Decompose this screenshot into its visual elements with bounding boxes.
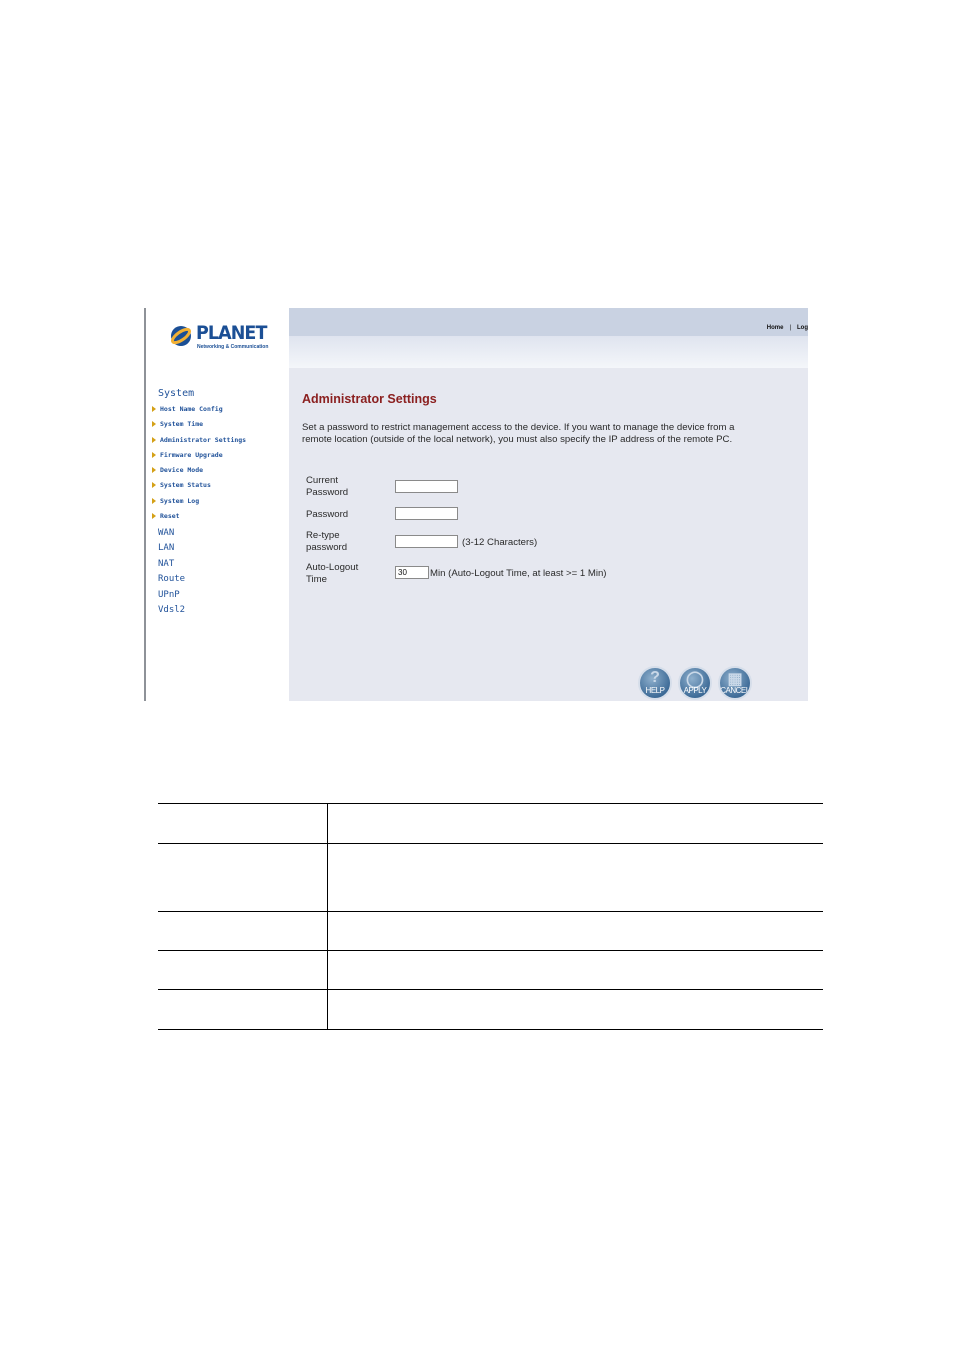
table-cell xyxy=(158,951,328,990)
logo-brand: PLANET xyxy=(196,322,267,344)
table-cell xyxy=(328,951,824,990)
sidebar-section-system[interactable]: System xyxy=(158,388,195,399)
sidebar-item-vdsl2[interactable]: Vdsl2 xyxy=(158,604,186,615)
table-cell xyxy=(158,990,328,1030)
field-description-table xyxy=(158,803,823,1030)
password-length-hint: (3-12 Characters) xyxy=(462,537,538,548)
sidebar xyxy=(146,308,289,701)
sidebar-item-wan[interactable]: WAN xyxy=(158,528,175,538)
sidebar-item-system-log[interactable]: System Log xyxy=(152,494,246,509)
table-cell xyxy=(158,912,328,951)
auto-logout-hint: Min (Auto-Logout Time, at least >= 1 Min) xyxy=(430,568,607,579)
planet-logo xyxy=(170,322,270,354)
trash-bin-icon: ▦ xyxy=(727,671,743,688)
sidebar-main-menu xyxy=(158,526,185,618)
arrow-right-icon xyxy=(152,482,156,488)
header-band xyxy=(289,336,808,368)
table-row xyxy=(158,951,823,990)
logo-tagline: Networking & Communication xyxy=(197,344,269,350)
password-label: Password xyxy=(306,509,349,520)
arrow-right-icon xyxy=(152,421,156,427)
top-bar xyxy=(289,308,808,336)
sidebar-item-lan[interactable]: LAN xyxy=(158,543,175,554)
arrow-right-icon xyxy=(152,513,156,519)
auto-logout-label: Auto-Logout Time xyxy=(306,562,359,585)
planet-globe-icon xyxy=(170,325,192,347)
sidebar-item-system-time[interactable]: System Time xyxy=(152,417,246,432)
cancel-button[interactable]: ▦ CANCEL xyxy=(718,666,752,700)
current-password-label: Current Password xyxy=(306,475,349,498)
arrow-right-icon xyxy=(152,467,156,473)
mouse-icon: ◯ xyxy=(686,671,704,688)
arrow-right-icon xyxy=(152,452,156,458)
router-admin-screenshot xyxy=(144,308,808,701)
auto-logout-input[interactable] xyxy=(395,566,429,579)
sidebar-item-system-status[interactable]: System Status xyxy=(152,478,246,493)
sidebar-item-reset[interactable]: Reset xyxy=(152,509,246,524)
retype-password-input[interactable] xyxy=(395,535,458,548)
password-input[interactable] xyxy=(395,507,458,520)
arrow-right-icon xyxy=(152,498,156,504)
home-link[interactable]: Home xyxy=(766,325,784,331)
page-description: Set a password to restrict management access to the device. If you want to manage the device from a remote location (outside of the local network), you must also specify the IP address of the remote PC. xyxy=(302,422,735,445)
help-button[interactable]: ? HELP xyxy=(638,666,672,700)
table-row xyxy=(158,804,823,844)
arrow-right-icon xyxy=(152,437,156,443)
sidebar-item-upnp[interactable]: UPnP xyxy=(158,589,180,600)
table-row xyxy=(158,912,823,951)
table-row xyxy=(158,844,823,912)
sidebar-item-nat[interactable]: NAT xyxy=(158,558,175,569)
sidebar-item-device-mode[interactable]: Device Mode xyxy=(152,463,246,478)
question-mark-icon: ? xyxy=(650,669,660,686)
top-links xyxy=(767,325,808,331)
table-cell xyxy=(328,844,824,912)
link-separator: | xyxy=(789,325,791,331)
table-cell xyxy=(158,844,328,912)
arrow-right-icon xyxy=(152,406,156,412)
table-cell xyxy=(328,912,824,951)
sidebar-item-firmware-upgrade[interactable]: Firmware Upgrade xyxy=(152,448,246,463)
sidebar-item-host-name-config[interactable]: Host Name Config xyxy=(152,402,246,417)
table-cell xyxy=(328,990,824,1030)
table-row xyxy=(158,990,823,1030)
sidebar-item-administrator-settings[interactable]: Administrator Settings xyxy=(152,433,246,448)
main-content xyxy=(289,308,808,701)
table-cell xyxy=(158,804,328,844)
table-cell xyxy=(328,804,824,844)
retype-password-label: Re-type password xyxy=(306,530,348,553)
sidebar-item-route[interactable]: Route xyxy=(158,574,186,585)
sidebar-system-submenu xyxy=(152,402,246,524)
current-password-input[interactable] xyxy=(395,480,458,493)
apply-button[interactable]: ◯ APPLY xyxy=(678,666,712,700)
logout-link[interactable]: Log xyxy=(797,325,808,331)
page-title: Administrator Settings xyxy=(302,392,437,406)
